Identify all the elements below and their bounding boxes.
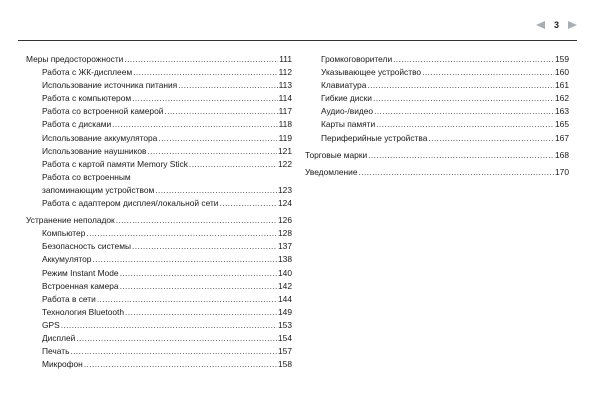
toc-entry-label: Уведомление	[305, 166, 358, 177]
toc-page-number: 123	[278, 184, 292, 195]
toc-entry-link[interactable]	[305, 118, 569, 131]
toc-page-number: 161	[555, 80, 569, 91]
dot-leader	[359, 166, 555, 179]
page-number: 3	[553, 20, 559, 30]
toc-entry-label: Работа с дисками	[42, 119, 112, 130]
toc-entry-label: Громкоговорители	[321, 54, 393, 64]
toc-entry-link[interactable]	[26, 332, 292, 345]
toc-left-column	[26, 53, 292, 371]
toc-entry-link[interactable]	[26, 319, 292, 332]
toc-entry-link[interactable]	[305, 92, 569, 105]
toc-entry-link[interactable]	[26, 145, 292, 158]
dot-leader	[155, 184, 277, 197]
dot-leader	[116, 214, 277, 227]
triangle-left-icon[interactable]	[536, 21, 545, 29]
toc-section-link[interactable]	[26, 214, 292, 227]
toc-entry-link[interactable]	[26, 267, 292, 280]
toc-page-number: 118	[278, 119, 292, 130]
toc-entry-label: Использование наушников	[42, 145, 147, 156]
toc-entry-link[interactable]	[26, 253, 292, 266]
dot-leader	[367, 79, 554, 92]
dot-leader	[120, 267, 277, 280]
toc-entry-label: Работа в сети	[42, 293, 96, 304]
dot-leader	[368, 149, 554, 162]
dot-leader	[373, 92, 554, 105]
toc-entry-label: Режим Instant Mode	[42, 267, 119, 278]
toc-entry-label: Работа со встроенной камерой	[42, 106, 164, 117]
dot-leader	[428, 132, 554, 145]
page-navigation	[536, 20, 577, 30]
toc-entry-label: Карты памяти	[321, 119, 376, 130]
toc-entry-label: Работа с картой памяти Memory Stick	[42, 158, 188, 169]
toc-page-number: 159	[555, 54, 569, 64]
toc-entry-link[interactable]	[26, 306, 292, 319]
toc-entry-label: GPS	[42, 319, 60, 330]
toc-page-number: 168	[555, 149, 569, 160]
toc-page-number: 122	[278, 158, 292, 169]
toc-entry-label: Аккумулятор	[42, 254, 92, 265]
toc-entry-label: Использование аккумулятора	[42, 132, 158, 143]
dot-leader	[124, 53, 278, 66]
toc-entry-link[interactable]	[26, 227, 292, 240]
toc-entry-link[interactable]	[26, 105, 292, 118]
toc-entry-label: Работа с адаптером дисплея/локальной сети	[42, 198, 219, 209]
toc-page-number: 170	[555, 166, 569, 177]
toc-entry-label: Печать	[42, 346, 70, 357]
toc-entry-link[interactable]	[26, 358, 292, 371]
toc-entry-link[interactable]	[26, 92, 292, 105]
toc-entry-link[interactable]	[26, 240, 292, 253]
dot-leader	[120, 280, 277, 293]
toc-page-number: 121	[278, 145, 292, 156]
toc-entry-label: Устранение неполадок	[26, 215, 115, 226]
page-header	[0, 0, 595, 40]
dot-leader	[125, 306, 277, 319]
toc-entry-link[interactable]	[26, 293, 292, 306]
toc-entry-link[interactable]	[305, 53, 569, 66]
dot-leader	[76, 332, 277, 345]
toc-entry-link[interactable]	[305, 66, 569, 79]
dot-leader	[422, 66, 554, 79]
toc-page-number: 165	[555, 119, 569, 130]
toc-entry-label: Торговые марки	[305, 149, 368, 160]
toc-entry-label: Компьютер	[42, 228, 86, 239]
toc-entry-label: Использование источника питания	[42, 80, 178, 91]
triangle-right-icon[interactable]	[568, 21, 577, 29]
toc-entry-label: Технология Bluetooth	[42, 306, 125, 317]
toc-entry-link[interactable]	[26, 158, 292, 171]
dot-leader	[86, 227, 277, 240]
toc-entry-link[interactable]	[305, 132, 569, 145]
dot-leader	[189, 158, 277, 171]
toc-page-number: 117	[278, 106, 292, 117]
toc-page-number: 124	[278, 198, 292, 209]
toc-entry-label: Периферийные устройства	[321, 132, 428, 143]
toc-section-link[interactable]	[305, 166, 569, 179]
dot-leader	[158, 132, 277, 145]
toc-entry-link[interactable]	[26, 66, 292, 79]
toc-page-number: 140	[278, 267, 292, 278]
toc-entry-label: Меры предосторожности	[26, 54, 124, 64]
dot-leader	[376, 118, 554, 131]
toc-page-number: 144	[278, 293, 292, 304]
dot-leader	[178, 79, 277, 92]
dot-leader	[393, 53, 554, 66]
toc-page-number: 163	[555, 106, 569, 117]
toc-page-number: 160	[555, 67, 569, 78]
dot-leader	[92, 253, 277, 266]
dot-leader	[147, 145, 277, 158]
toc-entry-label: Безопасность системы	[42, 241, 131, 252]
toc-right-column	[305, 53, 569, 179]
dot-leader	[132, 92, 278, 105]
toc-entry-label-line: Работа со встроенным	[42, 171, 131, 182]
toc-entry-label: Аудио-/видео	[321, 106, 374, 117]
toc-entry-link[interactable]	[26, 197, 292, 210]
toc-entry-link[interactable]	[305, 79, 569, 92]
toc-page-number: 128	[278, 228, 292, 239]
dot-leader	[164, 105, 277, 118]
toc-section-link[interactable]	[305, 149, 569, 162]
toc-entry-label: Клавиатура	[321, 80, 367, 91]
toc-page-number: 114	[278, 93, 292, 104]
dot-leader	[219, 197, 277, 210]
toc-entry-link[interactable]	[305, 105, 569, 118]
toc-page-number: 157	[278, 346, 292, 357]
toc-page-number: 119	[278, 132, 292, 143]
toc-page-number: 137	[278, 241, 292, 252]
toc-entry-link[interactable]	[26, 132, 292, 145]
dot-leader	[70, 345, 277, 358]
toc-page-number: 162	[555, 93, 569, 104]
toc-entry-label: Работа с ЖК-дисплеем	[42, 67, 133, 78]
toc-section-link[interactable]	[26, 53, 292, 66]
toc-entry-label: Микрофон	[42, 359, 83, 370]
toc-page-number: 154	[278, 332, 292, 343]
toc-page-number: 158	[278, 359, 292, 370]
dot-leader	[133, 66, 278, 79]
toc-entry-label: Гибкие диски	[321, 93, 372, 104]
toc-page-number: 149	[278, 306, 292, 317]
toc-entry-label: Указывающее устройство	[321, 67, 422, 78]
toc-entry-label: Работа с компьютером	[42, 93, 132, 104]
toc-page-number: 142	[278, 280, 292, 291]
toc-entry-link[interactable]	[26, 118, 292, 131]
toc-entry-link[interactable]	[26, 280, 292, 293]
dot-leader	[84, 358, 277, 371]
toc-entry-link[interactable]	[26, 79, 292, 92]
dot-leader	[112, 118, 277, 131]
toc-entry-label: Встроенная камера	[42, 280, 119, 291]
toc-page-number: 167	[555, 132, 569, 143]
dot-leader	[97, 293, 277, 306]
header-divider	[18, 40, 577, 41]
dot-leader	[61, 319, 277, 332]
toc-page-number: 113	[278, 80, 292, 91]
toc-page-number: 153	[278, 319, 292, 330]
dot-leader	[374, 105, 554, 118]
toc-entry-link[interactable]	[26, 345, 292, 358]
toc-page-number: 112	[278, 67, 292, 78]
toc-entry-label: запоминающим устройством	[42, 184, 155, 195]
toc-entry-label: Дисплей	[42, 332, 76, 343]
toc-page-number: 138	[278, 254, 292, 265]
toc-page-number: 126	[278, 215, 292, 226]
dot-leader	[132, 240, 277, 253]
toc-page-number: 111	[279, 54, 292, 64]
toc-entry-link[interactable]	[26, 184, 292, 197]
